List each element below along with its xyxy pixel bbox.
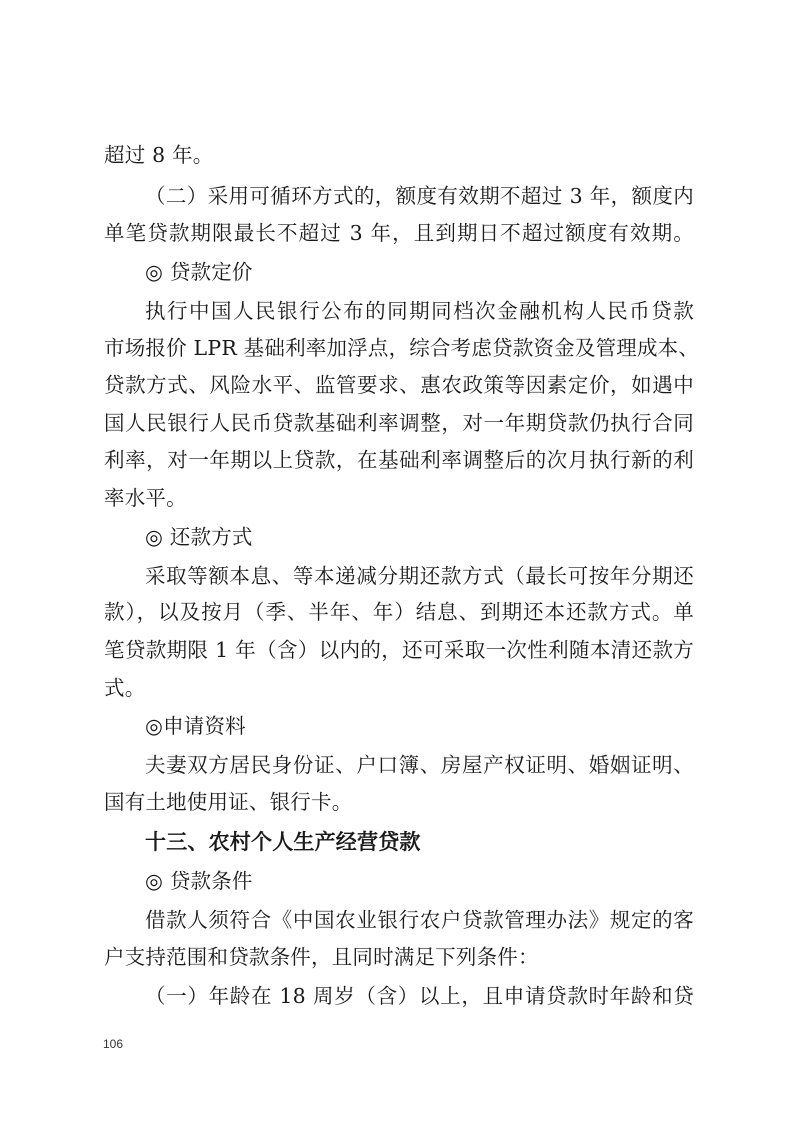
text-line: 单笔贷款期限最长不超过 3 年，且到期日不超过额度有效期。 (104, 221, 694, 245)
text-line: （二）采用可循环方式的，额度有效期不超过 3 年，额度内 (145, 184, 694, 208)
text-line: 国人民银行人民币贷款基础利率调整，对一年期贷款仍执行合同 (104, 411, 694, 435)
text-line: 款），以及按月（季、半年、年）结息、到期还本还款方式。单 (104, 600, 694, 624)
text-line: 夫妻双方居民身份证、户口簿、房屋产权证明、婚姻证明、 (145, 753, 694, 777)
page-number: 106 (103, 1037, 124, 1051)
text-line: 利率，对一年期以上贷款，在基础利率调整后的次月执行新的利 (104, 448, 694, 472)
text-line: 户支持范围和贷款条件，且同时满足下列条件： (104, 945, 539, 969)
text-line: （一）年龄在 18 周岁（含）以上，且申请贷款时年龄和贷 (145, 984, 694, 1008)
section-label-repayment-method: ◎ 还款方式 (145, 525, 253, 549)
text-line: 借款人须符合《中国农业银行农户贷款管理办法》规定的客 (145, 908, 694, 932)
text-line: 式。 (104, 676, 146, 700)
text-line: 执行中国人民银行公布的同期同档次金融机构人民币贷款 (145, 299, 694, 323)
section-label-loan-pricing: ◎ 贷款定价 (145, 260, 253, 284)
text-line: 笔贷款期限 1 年（含）以内的，还可采取一次性利随本清还款方 (104, 638, 694, 662)
text-line: 率水平。 (104, 486, 187, 510)
text-line: 采取等额本息、等本递减分期还款方式（最长可按年分期还 (145, 564, 694, 588)
text-line: 市场报价 LPR 基础利率加浮点，综合考虑贷款资金及管理成本、 (104, 336, 700, 360)
text-line: 超过 8 年。 (104, 143, 214, 167)
text-line: 国有土地使用证、银行卡。 (104, 790, 353, 814)
text-line: 贷款方式、风险水平、监管要求、惠农政策等因素定价，如遇中 (104, 373, 694, 397)
section-label-application-materials: ◎申请资料 (145, 714, 246, 738)
section-heading: 十三、农村个人生产经营贷款 (145, 830, 421, 854)
section-label-loan-conditions: ◎ 贷款条件 (145, 869, 253, 893)
